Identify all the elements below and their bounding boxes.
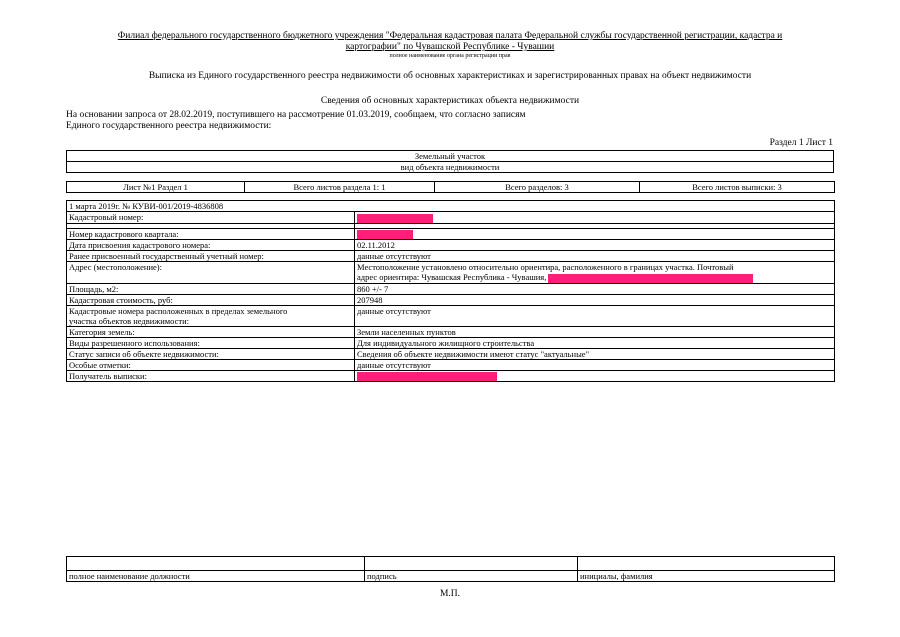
table-row <box>67 228 835 240</box>
org-name-line1: Филиал федерального государственного бюджетного учреждения "Федеральная кадастровая палата Федеральной службы государственной регистрации, кадастра и <box>117 31 783 41</box>
address-line1: Местоположение установлено относительно ориентира, расположенного в границах участка. Почтовый <box>357 262 734 273</box>
characteristics-table <box>66 200 835 382</box>
sheet-info-row <box>66 181 835 193</box>
table-row <box>67 262 835 284</box>
position-caption: полное наименование должности <box>67 571 365 582</box>
total-sheets-section: Всего листов раздела 1: 1 <box>245 182 435 193</box>
related-numbers-value: данные отсутствуют <box>355 305 835 326</box>
object-type-caption: вид объекта недвижимости <box>67 162 834 173</box>
org-name-line2 <box>60 42 840 53</box>
total-sections: Всего разделов: 3 <box>435 182 640 193</box>
record-status-value: Сведения об объекте недвижимости имеют статус "актуальные" <box>355 348 835 359</box>
name-caption: инициалы, фамилия <box>578 571 835 582</box>
table-row <box>67 359 835 370</box>
basis-line1: На основании запроса от 28.02.2019, поступившего на рассмотрение 01.03.2019, сообщаем, что согласно записям <box>66 110 526 120</box>
table-row <box>67 251 835 262</box>
recipient-label: Получатель выписки: <box>67 370 355 382</box>
object-type-box <box>66 150 834 173</box>
land-category-label: Категория земель: <box>67 326 355 337</box>
cost-label: Кадастровая стоимость, руб: <box>67 294 355 305</box>
special-notes-value: данные отсутствуют <box>355 359 835 370</box>
table-row <box>67 201 835 212</box>
recipient-value <box>355 370 835 382</box>
table-row <box>67 305 835 326</box>
table-row <box>67 283 835 294</box>
section-title: Сведения об основных характеристиках объекта недвижимости <box>320 96 580 106</box>
related-numbers-label-line2: участка объектов недвижимости: <box>69 315 189 326</box>
address-label: Адрес (местоположение): <box>67 262 355 284</box>
redaction-mark <box>357 372 497 381</box>
cost-value: 207948 <box>355 294 835 305</box>
total-sheets-extract: Всего листов выписки: 3 <box>640 182 835 193</box>
redaction-mark <box>548 274 753 283</box>
address-line2-text: адрес ориентира: Чувашская Республика - Чувашия, <box>357 272 547 283</box>
land-category-value: Земли населенных пунктов <box>355 326 835 337</box>
table-row <box>67 348 835 359</box>
table-row <box>67 557 835 571</box>
previous-number-label: Ранее присвоенный государственный учетный номер: <box>67 251 355 262</box>
table-row <box>67 370 835 382</box>
stamp-place: М.П. <box>439 589 461 599</box>
table-row <box>67 240 835 251</box>
section-sheet-label: Раздел 1 Лист 1 <box>769 138 833 148</box>
org-name-line2-text: картографии" по Чувашской Республике - Чувашии <box>345 42 555 52</box>
table-row <box>67 571 835 582</box>
cadastral-number-value <box>355 212 835 224</box>
signature-caption: подпись <box>365 571 578 582</box>
basis-line2: Единого государственного реестра недвижимости: <box>66 121 272 131</box>
special-notes-label: Особые отметки: <box>67 359 355 370</box>
address-line2 <box>357 272 832 283</box>
table-row <box>67 337 835 348</box>
address-value <box>355 262 835 284</box>
position-cell <box>67 557 365 571</box>
extract-reference: 1 марта 2019г. № КУВИ-001/2019-4836808 <box>67 201 835 212</box>
table-row <box>67 326 835 337</box>
org-caption: полное наименование органа регистрации прав <box>389 53 511 59</box>
cadastral-number-label: Кадастровый номер: <box>67 212 355 224</box>
related-numbers-label <box>67 305 355 326</box>
extract-title: Выписка из Единого государственного реестра недвижимости об основных характеристиках и зарегистрированных правах на объект недвижимости <box>148 71 752 81</box>
assign-date-label: Дата присвоения кадастрового номера: <box>67 240 355 251</box>
record-status-label: Статус записи об объекте недвижимости: <box>67 348 355 359</box>
sheet-section: Лист №1 Раздел 1 <box>67 182 245 193</box>
area-label: Площадь, м2: <box>67 283 355 294</box>
previous-number-value: данные отсутствуют <box>355 251 835 262</box>
object-type: Земельный участок <box>67 151 834 162</box>
assign-date-value: 02.11.2012 <box>355 240 835 251</box>
redaction-mark <box>357 214 433 223</box>
signature-table <box>66 556 835 582</box>
area-value: 860 +/- 7 <box>355 283 835 294</box>
permitted-use-label: Виды разрешенного использования: <box>67 337 355 348</box>
related-numbers-label-line1: Кадастровые номера расположенных в пределах земельного <box>69 305 288 316</box>
redaction-mark <box>357 230 413 239</box>
quarter-number-label: Номер кадастрового квартала: <box>67 228 355 240</box>
table-row <box>67 294 835 305</box>
table-row <box>67 212 835 224</box>
name-cell <box>578 557 835 571</box>
signature-cell <box>365 557 578 571</box>
quarter-number-value <box>355 228 835 240</box>
permitted-use-value: Для индивидуального жилищного строительства <box>355 337 835 348</box>
